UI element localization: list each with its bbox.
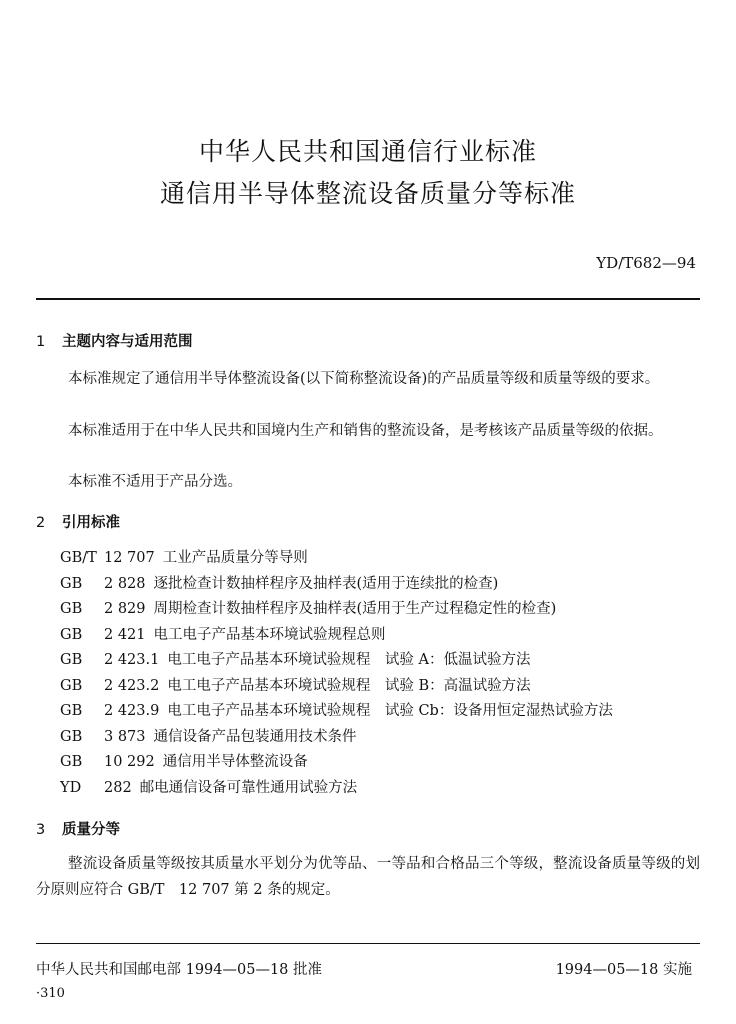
reference-number: 282 xyxy=(104,779,132,796)
document-title-line2: 通信用半导体整流设备质量分等标准 xyxy=(159,179,576,208)
section-3-paragraph-1: 整流设备质量等级按其质量水平划分为优等品、一等品和合格品三个等级，整流设备质量等级的划分原则应符合 GB/T 12 707 第 2 条的规定。 xyxy=(36,856,700,898)
reference-code: GB xyxy=(60,575,83,592)
standard-code: YD/T682—94 xyxy=(596,254,696,272)
reference-number: 2 829 xyxy=(104,601,146,617)
section-title: 主题内容与适用范围 xyxy=(62,334,193,350)
reference-number: 2 828 xyxy=(104,575,146,592)
section-number: 3 xyxy=(36,822,46,838)
footer-divider xyxy=(36,943,700,944)
reference-code: GB xyxy=(60,728,83,745)
section-1-paragraph-2: 本标准适用于在中华人民共和国境内生产和销售的整流设备，是考核该产品质量等级的依据。 xyxy=(68,423,663,439)
reference-item xyxy=(60,546,700,572)
reference-code: GB xyxy=(60,626,83,643)
reference-code: GB/T xyxy=(60,550,97,566)
reference-item xyxy=(60,572,700,598)
section-1-paragraph-1: 本标准规定了通信用半导体整流设备(以下简称整流设备)的产品质量等级和质量等级的要求。 xyxy=(68,371,660,387)
reference-number: 12 707 xyxy=(104,550,155,566)
reference-item xyxy=(60,750,700,776)
reference-title: 周期检查计数抽样程序及抽样表(适用于生产过程稳定性的检查) xyxy=(153,601,557,617)
reference-item xyxy=(60,699,700,725)
reference-title: 逐批检查计数抽样程序及抽样表(适用于连续批的检查) xyxy=(153,575,499,592)
reference-list xyxy=(60,546,700,801)
page-number: ·310 xyxy=(36,986,65,1001)
reference-code: GB xyxy=(60,754,83,770)
reference-item xyxy=(60,674,700,700)
reference-number: 10 292 xyxy=(104,754,155,770)
reference-code: GB xyxy=(60,652,83,668)
reference-code: GB xyxy=(60,677,83,694)
section-title: 质量分等 xyxy=(62,822,120,838)
reference-number: 2 423.9 xyxy=(104,703,160,719)
section-title: 引用标准 xyxy=(62,515,120,531)
reference-title: 电工电子产品基本环境试验规程 试验 A：低温试验方法 xyxy=(167,652,531,668)
reference-code: YD xyxy=(60,779,82,796)
reference-number: 2 423.1 xyxy=(104,652,160,668)
reference-code: GB xyxy=(60,601,83,617)
document-title-line1: 中华人民共和国通信行业标准 xyxy=(198,137,537,166)
reference-title: 电工电子产品基本环境试验规程总则 xyxy=(153,626,386,643)
reference-title: 通信设备产品包装通用技术条件 xyxy=(153,728,357,745)
reference-code: GB xyxy=(60,703,83,719)
reference-number: 3 873 xyxy=(104,728,146,745)
reference-item xyxy=(60,597,700,623)
section-1-paragraph-3: 本标准不适用于产品分选。 xyxy=(68,474,242,490)
reference-item xyxy=(60,648,700,674)
reference-title: 电工电子产品基本环境试验规程 试验 B：高温试验方法 xyxy=(167,677,531,694)
section-3-heading xyxy=(36,818,120,839)
reference-title: 电工电子产品基本环境试验规程 试验 Cb：设备用恒定湿热试验方法 xyxy=(167,703,613,719)
section-2-heading xyxy=(36,511,120,532)
reference-number: 2 423.2 xyxy=(104,677,160,694)
section-1-heading xyxy=(36,330,193,351)
reference-title: 邮电通信设备可靠性通用试验方法 xyxy=(139,779,358,796)
effective-date: 1994—05—18 实施 xyxy=(555,962,692,978)
reference-item xyxy=(60,776,700,802)
approval-statement: 中华人民共和国邮电部 1994—05—18 批准 xyxy=(36,962,323,978)
header-divider xyxy=(36,298,700,300)
section-number: 1 xyxy=(36,334,46,350)
section-number: 2 xyxy=(36,515,46,531)
reference-title: 通信用半导体整流设备 xyxy=(162,754,308,770)
reference-item xyxy=(60,725,700,751)
reference-title: 工业产品质量分等导则 xyxy=(162,550,308,566)
reference-item xyxy=(60,623,700,649)
reference-number: 2 421 xyxy=(104,626,146,643)
